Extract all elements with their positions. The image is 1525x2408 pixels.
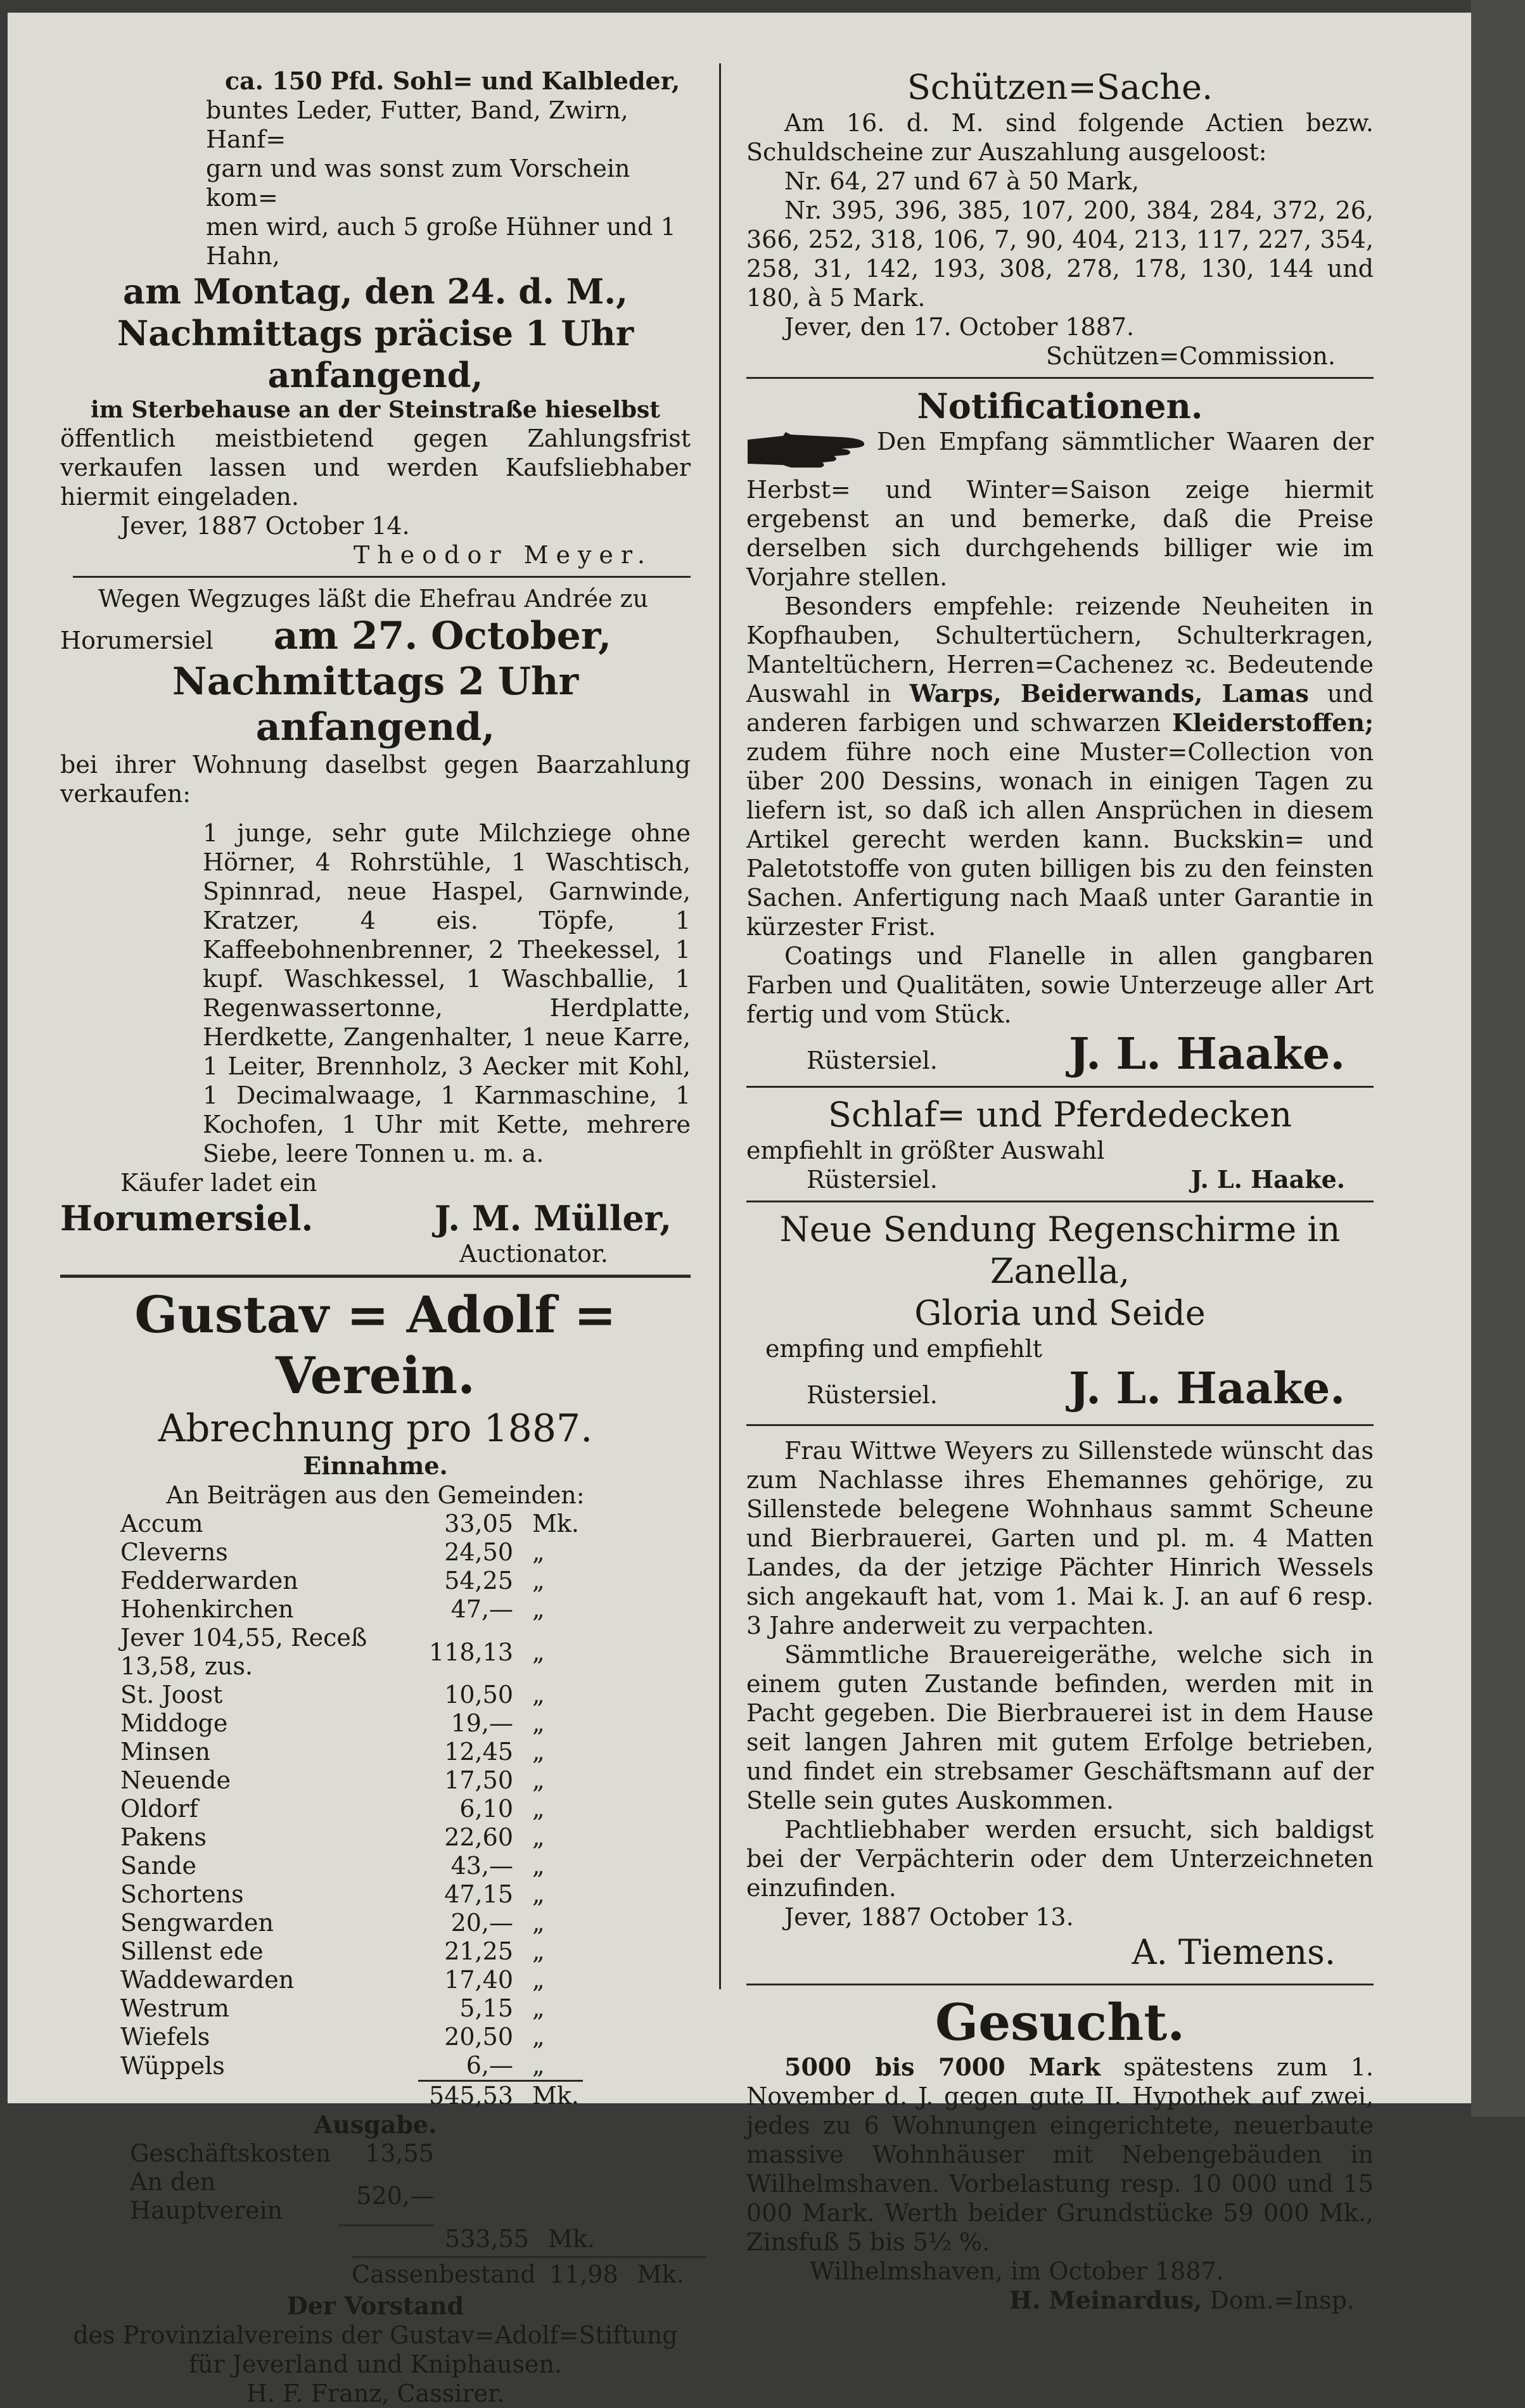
auction2-place: Horumersiel. [60,1198,314,1239]
gav-income-total: 545,53 [418,2081,513,2111]
gav-income-row [120,1709,583,1738]
gav-ditto-mark: „ [532,1852,545,1880]
notif-p2-text-a: Besonders empfehle: reizende Neuheiten in Kopfhauben, Schultertüchern, Schulterkragen, Manteltüchern, Herren=Cachenez ꝛc. Bedeutende Auswahl in [746,592,1374,708]
gav-income-value: 22,60 [444,1823,513,1851]
notif-p2-fabrics: Warps, Beiderwands, Lamas [909,679,1309,708]
auction1-goods-line-5: Hahn, [206,242,280,270]
gav-unit: Mk. [513,2081,583,2111]
gav-ditto-mark: „ [532,1766,545,1794]
gav-income-row [120,1909,583,1937]
gesucht-ad [746,1992,1374,2315]
gav-income-row [120,1510,583,1538]
decken-place: Rüstersiel. [807,1166,938,1194]
gav-income-total-row [120,2081,583,2111]
gav-income-name: Sengwarden [120,1909,274,1937]
gav-income-value: 12,45 [444,1738,513,1766]
gav-income-row [120,1766,583,1795]
notif-signature: J. L. Haake. [1069,1029,1345,1080]
auction2-signature-row [60,1197,691,1239]
schirme-signature-row [746,1363,1374,1414]
gav-income-name: Waddewarden [120,1966,295,1994]
gav-expense-value: 520,— [356,2181,434,2210]
gav-income-name: Fedderwarden [120,1567,298,1595]
decken-ad [746,1094,1374,1194]
notif-paragraph-1 [746,427,1374,592]
gustav-adolf-verein-ad [60,1284,691,2408]
auction1-signature: Theodor Meyer. [353,541,653,569]
gav-expense-value: 13,55 [365,2139,434,2167]
gav-income-name: Cleverns [120,1538,228,1566]
gav-income-name: Accum [120,1510,203,1538]
gav-income-value: 21,25 [444,1937,513,1965]
gav-ditto-mark: „ [532,2051,545,2079]
brauerei-signature: A. Tiemens. [1132,1932,1336,1972]
rule [746,377,1374,379]
gesucht-amount: 5000 bis 7000 Mark [784,2053,1101,2081]
rule [746,1086,1374,1088]
gav-balance-rule [352,2256,706,2258]
rule [746,1984,1374,1985]
gav-expense-table [130,2139,599,2253]
auction1-time: Nachmittags präcise 1 Uhr anfangend, [117,313,634,395]
gav-unit: Mk. [637,2260,684,2288]
gav-income-value: 5,15 [459,1994,513,2022]
gav-ditto-mark: „ [532,1994,545,2022]
gav-expense-total: 533,55 [445,2225,529,2253]
gav-income-value: 24,50 [444,1538,513,1566]
decken-signature-row [746,1165,1374,1194]
gav-income-value: 20,— [450,1909,513,1937]
gav-income-name: Jever 104,55, Receß 13,58, zus. [120,1624,367,1680]
auction1-text: öffentlich meistbietend gegen Zahlungsfrist verkaufen lassen und werden Kaufsliebhaber hiermit eingeladen. [60,424,691,511]
gav-income-name: Schortens [120,1880,244,1908]
gav-income-row [120,1880,583,1909]
brauerei-dateline: Jever, 1887 October 13. [784,1903,1074,1931]
gav-ditto-mark: „ [532,1709,545,1737]
gav-ditto-mark: „ [532,1738,545,1766]
schirme-text: empfing und empfiehlt [765,1335,1042,1363]
gav-expense-row [130,2139,599,2168]
auction2-text: bei ihrer Wohnung daselbst gegen Baarzahlung verkaufen: [60,751,691,808]
auction2-date: am 27. October, [273,614,611,658]
page-edge-shadow [1471,0,1525,2117]
notificationen-ad [746,385,1374,1080]
gav-balance-row [352,2260,688,2289]
gav-income-value: 54,25 [444,1567,513,1595]
gav-balance-value: 11,98 [549,2260,618,2288]
gav-income-row [120,2051,583,2081]
gav-income-name: Sillenst ede [120,1937,264,1965]
gav-ditto-mark: „ [532,1595,545,1623]
gesucht-title: Gesucht. [935,1992,1185,2052]
gav-title: Gustav = Adolf = Verein. [134,1285,616,1405]
auction1-date: am Montag, den 24. d. M., [123,271,628,312]
auction1-goods-line-4: men wird, auch 5 große Hühner und 1 [206,213,676,241]
brauerei-paragraph-2: Sämmtliche Brauereigeräthe, welche sich in einem guten Zustande befinden, werden mit in Pacht gegeben. Die Bierbrauerei ist in dem Hause seit langen Jahren mit gutem Erfolge betrieben, und findet ein strebsamer Geschäftsmann auf der Stelle sein gutes Auskommen. [746,1641,1374,1814]
gesucht-signature-name: H. Meinardus, [1009,2286,1203,2314]
gav-expense-row [130,2168,599,2225]
gav-ditto-mark: „ [532,1823,545,1851]
gav-ditto-mark: „ [532,1937,545,1965]
gav-income-row [120,1567,583,1595]
rule [746,1424,1374,1426]
notif-p2-text-b: und anderen farbigen und schwarzen [746,680,1374,737]
gav-income-name: Wiefels [120,2023,210,2051]
gav-income-name: Middoge [120,1709,228,1737]
gav-ditto-mark: „ [532,1880,545,1908]
decken-signature: J. L. Haake. [1190,1165,1345,1194]
schuetzen-dateline: Jever, den 17. October 1887. [784,313,1135,341]
brauerei-paragraph-3: Pachtliebhaber werden ersucht, sich baldigst bei der Verpächterin oder dem Unterzeichneten einzufinden. [746,1816,1374,1902]
gav-expense-name: An den Hauptverein [130,2168,283,2224]
gesucht-signature [746,2286,1374,2315]
decken-text: empfiehlt in größter Auswahl [746,1137,1105,1164]
gav-income-name: Hohenkirchen [120,1595,294,1623]
gav-expense-heading: Ausgabe. [314,2110,437,2139]
rule [60,1275,691,1278]
gav-income-value: 10,50 [444,1681,513,1709]
gav-income-heading: Einnahme. [303,1451,448,1480]
gesucht-text [746,2053,1374,2257]
pointing-hand-icon [746,431,867,475]
gav-board-line-2: für Jeverland und Kniphausen. [188,2350,563,2378]
gav-ditto-mark: „ [532,1567,545,1595]
gav-income-name: St. Joost [120,1681,223,1709]
auction-ad-steinstrasse [60,67,691,570]
auction2-intro: Wegen Wegzuges läßt die Ehefrau Andrée zu [98,585,649,613]
decken-title: Schlaf= und Pferdedecken [827,1095,1292,1135]
notif-signature-row [746,1029,1374,1080]
schirme-title-1: Neue Sendung Regenschirme in Zanella, [779,1209,1341,1291]
gav-income-value: 33,05 [444,1510,513,1538]
gav-ditto-mark: „ [532,1966,545,1994]
gav-income-value: 6,— [466,2051,513,2079]
gav-income-row [120,1624,583,1681]
gav-income-value: 47,— [450,1595,513,1623]
auction1-goods-line-1 [60,67,691,96]
schuetzen-text: Am 16. d. M. sind folgende Actien bezw. Schuldscheine zur Auszahlung ausgeloost: [746,109,1374,166]
auction2-signature: J. M. Müller, [434,1198,672,1239]
gav-unit: Mk. [532,1510,580,1538]
gav-income-value: 19,— [450,1709,513,1737]
gav-ditto-mark: „ [532,1538,545,1566]
gav-unit: Mk. [548,2225,596,2253]
auction2-closing: Käufer ladet ein [120,1169,317,1197]
notif-p1-text: Den Empfang sämmtlicher Waaren der Herbst= und Winter=Saison zeige hiermit ergebenst an und bemerke, daß die Preise derselben sich durchgehends billiger wie im Vorjahre stellen. [746,428,1374,591]
gav-expense-name: Geschäftskosten [130,2139,331,2167]
gav-income-name: Pakens [120,1823,207,1851]
gav-balance-label: Cassenbestand [352,2260,536,2288]
notif-paragraph-2 [746,592,1374,941]
auction1-goods-lead: ca. 150 Pfd. Sohl= und Kalbleder, [225,67,680,95]
gav-cashier: H. F. Franz, Cassirer. [246,2379,505,2407]
notif-place: Rüstersiel. [807,1047,938,1074]
gav-income-value: 17,50 [444,1766,513,1794]
schirme-place: Rüstersiel. [807,1381,938,1409]
schuetzen-line-1: Nr. 64, 27 und 67 à 50 Mark, [784,167,1140,195]
notif-p2-text-c: zudem führe noch eine Muster=Collection von über 200 Dessins, wonach in einigen Tagen zu liefern ist, so daß ich allen Ansprüchen in diesem Artikel gerecht werden kann. Buckskin= und Paletotstoffe von guten billigen bis zu den feinsten Sachen. Anfertigung nach Maaß unter Garantie in kürzester Frist. [746,738,1374,941]
gav-income-row [120,1823,583,1852]
rule [746,1201,1374,1202]
gav-income-name: Neuende [120,1766,231,1794]
gav-ditto-mark: „ [532,1681,545,1709]
auction1-dateline: Jever, 1887 October 14. [120,512,410,540]
gav-income-name: Minsen [120,1738,210,1766]
gav-income-name: Westrum [120,1994,229,2022]
gav-income-value: 20,50 [444,2023,513,2051]
schirme-title-2: Gloria und Seide [914,1293,1206,1333]
notif-p2-dress-fabrics: Kleiderstoffen; [1171,708,1374,737]
gav-income-name: Wüppels [120,2051,225,2080]
gav-income-name: Sande [120,1852,196,1880]
auction2-intro-place: Horumersiel [60,627,214,654]
auction1-goods-line-2: buntes Leder, Futter, Band, Zwirn, Hanf= [206,96,629,153]
gav-ditto-mark: „ [532,1638,545,1666]
gav-income-row [120,1994,583,2023]
gav-income-row [120,1538,583,1567]
gav-income-value: 47,15 [444,1880,513,1908]
gav-income-row [120,1738,583,1766]
gav-income-row [120,2023,583,2051]
gav-ditto-mark: „ [532,1795,545,1823]
gav-income-row [120,1795,583,1823]
gav-income-value: 118,13 [429,1638,513,1666]
gav-balance-table [352,2260,688,2289]
gesucht-signature-title: Dom.=Insp. [1209,2286,1355,2314]
gav-board-line-1: des Provinzialvereins der Gustav=Adolf=Stiftung [73,2321,678,2349]
schirme-signature: J. L. Haake. [1069,1363,1345,1414]
gesucht-dateline: Wilhelmshaven, im October 1887. [810,2257,1224,2285]
auction2-signature-title: Auctionator. [459,1240,608,1268]
gav-income-row [120,1852,583,1880]
gav-income-table [120,1510,583,2110]
brauerei-paragraph-1: Frau Wittwe Weyers zu Sillenstede wünscht das zum Nachlasse ihres Ehemannes gehörige, zu Sillenstede belegene Wohnhaus sammt Scheune und Bierbrauerei, Garten und pl. m. 4 Matten Landes, da der jetzige Pächter Hinrich Wessels sich angekauft hat, vom 1. Mai k. J. an auf 6 resp. 3 Jahre anderweit zu verpachten. [746,1437,1374,1640]
auction-ad-horumersiel [60,584,691,1268]
right-column [746,67,1374,2315]
schuetzen-title: Schützen=Sache. [907,67,1213,107]
auction2-date-row [60,613,691,659]
regenschirme-ad [746,1209,1374,1414]
auction2-items: 1 junge, sehr gute Milchziege ohne Hörner, 4 Rohrstühle, 1 Waschtisch, Spinnrad, neue Haspel, Garnwinde, Kratzer, 4 eis. Töpfe, 1 Kaffeebohnenbrenner, 2 Theekessel, 1 kupf. Waschkessel, 1 Waschballie, 1 Regenwassertonne, Herdplatte, Herdkette, Zangenhalter, 1 neue Karre, 1 Leiter, Brennholz, 3 Aecker mit Kohl, 1 Decimalwaage, 1 Karnmaschine, 1 Kochofen, 1 Uhr mit Kette, mehrere Siebe, leere Tonnen u. m. a. [203,819,691,1168]
auction1-goods-line-3: garn und was sonst zum Vorschein kom= [206,155,630,212]
gav-income-row [120,1937,583,1966]
gav-income-row [120,1966,583,1994]
gav-income-value: 17,40 [444,1966,513,1994]
gav-income-value: 43,— [450,1852,513,1880]
schuetzen-signature: Schützen=Commission. [1045,342,1336,370]
auction2-time: Nachmittags 2 Uhr anfangend, [172,659,579,749]
gav-income-row [120,1681,583,1709]
gav-ditto-mark: „ [532,2023,545,2051]
brauerei-ad [746,1436,1374,1973]
schuetzen-ad [746,67,1374,371]
auction1-place: im Sterbehause an der Steinstraße hieselbst [91,397,660,423]
gesucht-body: spätestens zum 1. November d. J. gegen gute II. Hypothek auf zwei, jedes zu 6 Wohnungen eingerichtete, neuerbaute massive Wohnhäuser mit Nebengebäuden in Wilhelmshaven. Vorbelastung resp. 10 000 und 15 000 Mark. Werth beider Grundstücke 59 000 Mk., Zinsfuß 5 bis 5½ %. [746,2053,1374,2256]
gav-income-name: Oldorf [120,1795,198,1823]
notif-paragraph-3: Coatings und Flanelle in allen gangbaren Farben und Qualitäten, sowie Unterzeuge aller Art fertig und vom Stück. [746,942,1374,1028]
notif-title: Notificationen. [917,386,1203,426]
gav-subtitle: Abrechnung pro 1887. [158,1406,593,1451]
gav-ditto-mark: „ [532,1909,545,1937]
column-divider [719,63,721,1989]
gav-income-value: 6,10 [459,1795,513,1823]
gav-board: Der Vorstand [286,2291,464,2320]
rule [73,576,691,578]
schuetzen-line-2: Nr. 395, 396, 385, 107, 200, 384, 284, 372, 26, 366, 252, 318, 106, 7, 90, 404, 213, 117, 227, 354, 258, 31, 142, 193, 308, 278, 178, 130, 144 und 180, à 5 Mark. [746,196,1374,312]
left-column [60,67,691,2408]
gav-income-intro: An Beiträgen aus den Gemeinden: [166,1481,585,1509]
gav-expense-total-row [130,2225,599,2253]
gav-income-row [120,1595,583,1624]
